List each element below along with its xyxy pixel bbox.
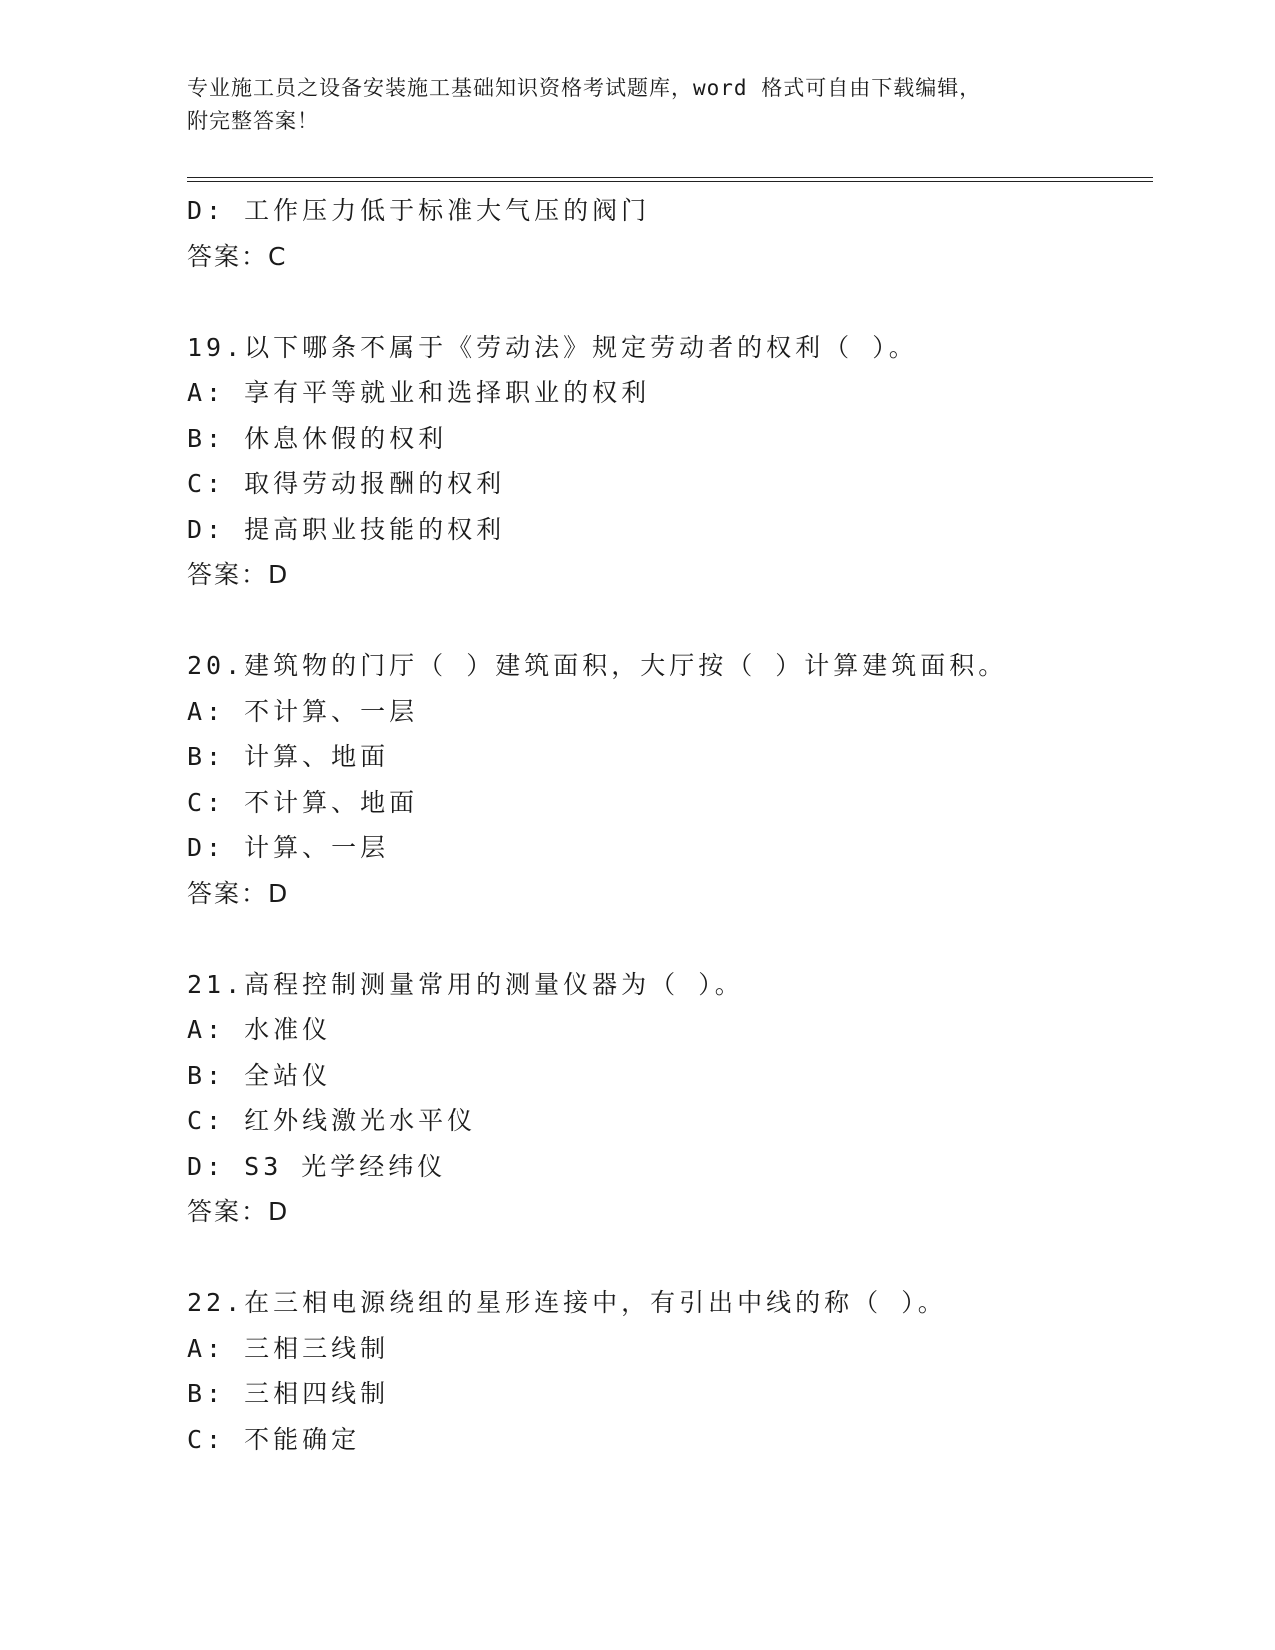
answer: 答案：D: [187, 560, 290, 589]
option-a: A: 享有平等就业和选择职业的权利: [187, 378, 651, 407]
option-b: B: 全站仪: [187, 1060, 332, 1090]
spacer: [187, 1235, 1153, 1281]
question-22: [187, 1280, 1153, 1462]
option-b: B: 三相四线制: [187, 1379, 390, 1408]
spacer: [187, 279, 1153, 325]
question-stem: 19.以下哪条不属于《劳动法》规定劳动者的权利（ ）。: [187, 332, 918, 362]
question-stem: 22.在三相电源绕组的星形连接中，有引出中线的称（ ）。: [187, 1288, 947, 1317]
answer: 答案：D: [187, 1197, 290, 1226]
option-a: A: 水准仪: [187, 1015, 332, 1044]
option-d: D: 提高职业技能的权利: [187, 514, 506, 544]
answer: 答案：D: [187, 878, 290, 908]
option-c: C: 不能确定: [187, 1424, 361, 1454]
spacer: [187, 916, 1153, 962]
header-line-2: 附完整答案！: [187, 109, 319, 133]
header-line-1: 专业施工员之设备安装施工基础知识资格考试题库，word 格式可自由下载编辑，: [187, 76, 982, 100]
document-header: [187, 72, 1087, 138]
spacer: [187, 598, 1153, 644]
option-c: C: 取得劳动报酬的权利: [187, 469, 506, 498]
question-20: [187, 643, 1153, 916]
header-double-rule: [187, 177, 1153, 182]
carryover-option-d: D: 工作压力低于标准大气压的阀门: [187, 196, 651, 225]
carryover-answer: 答案：C: [187, 241, 288, 271]
option-a: A: 不计算、一层: [187, 696, 419, 726]
option-d: D: S3 光学经纬仪: [187, 1151, 447, 1181]
question-stem: 21.高程控制测量常用的测量仪器为（ ）。: [187, 969, 744, 999]
option-c: C: 红外线激光水平仪: [187, 1106, 477, 1135]
question-stem: 20.建筑物的门厅（ ）建筑面积，大厅按（ ）计算建筑面积。: [187, 651, 1008, 680]
option-b: B: 计算、地面: [187, 742, 390, 771]
option-a: A: 三相三线制: [187, 1333, 390, 1363]
option-d: D: 计算、一层: [187, 833, 390, 862]
question-content: [187, 188, 1153, 1462]
question-21: [187, 962, 1153, 1235]
option-b: B: 休息休假的权利: [187, 423, 448, 453]
option-c: C: 不计算、地面: [187, 787, 419, 817]
question-19: [187, 325, 1153, 598]
